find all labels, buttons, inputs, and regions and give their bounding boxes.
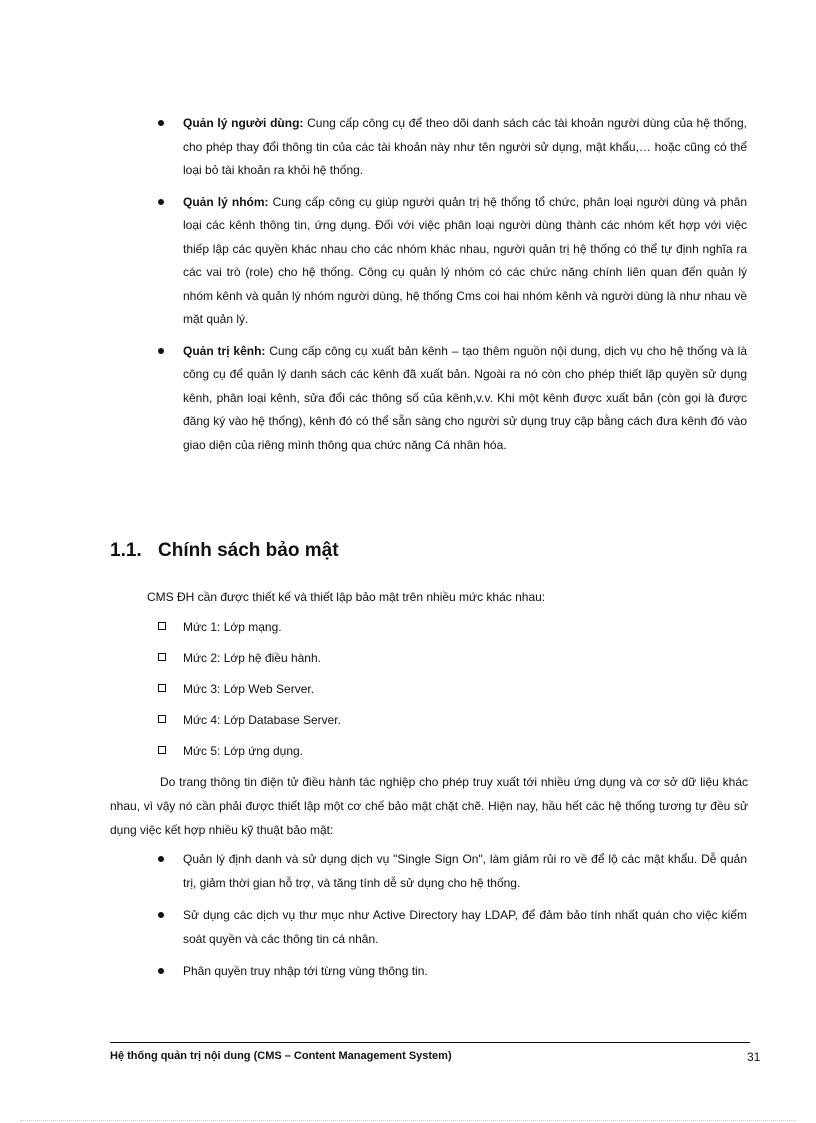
bullet-icon: [158, 968, 164, 974]
list-item: [158, 710, 341, 741]
list-item: [155, 340, 747, 458]
list-item: [158, 741, 341, 772]
bullet-icon: [158, 348, 164, 354]
square-bullet-icon: [158, 746, 166, 754]
bullet-text: Quản lý định danh và sử dụng dịch vụ "Single Sign On", làm giảm rủi ro về để lộ các mật khẩu. Dễ quản trị, giảm thời gian hỗ trợ, và tăng tính dễ sử dụng cho hệ thống.: [183, 852, 747, 890]
square-bullet-icon: [158, 622, 166, 630]
level-text: Mức 1: Lớp mạng.: [183, 620, 282, 634]
security-intro: CMS ĐH cần được thiết kế và thiết lập bảo mật trên nhiều mức khác nhau:: [147, 590, 546, 604]
section-number: 1.1.: [110, 540, 142, 561]
bullet-icon: [158, 912, 164, 918]
list-item: [155, 904, 747, 951]
bullet-heading: Quản lý người dùng:: [183, 116, 304, 130]
square-bullet-icon: [158, 715, 166, 723]
management-bullet-list: [155, 112, 747, 457]
bullet-heading: Quản lý nhóm:: [183, 194, 269, 209]
list-item: [155, 848, 747, 895]
bullet-icon: [158, 199, 164, 205]
list-item: [158, 617, 341, 648]
bullet-heading: Quản trị kênh:: [183, 343, 266, 358]
list-item: [155, 960, 747, 984]
list-item: [155, 112, 747, 183]
bullet-icon: [158, 856, 164, 862]
level-text: Mức 5: Lớp ứng dụng.: [183, 744, 303, 758]
bullet-text: Sử dụng các dịch vụ thư mục như Active Directory hay LDAP, để đảm bảo tính nhất quán cho việc kiểm soát quyền và các thông tin cá nhân.: [183, 908, 747, 946]
square-bullet-icon: [158, 684, 166, 692]
bullet-text: Cung cấp công cụ xuất bản kênh – tạo thêm nguồn nội dung, dịch vụ cho hệ thống và là công cụ để quản lý danh sách các kênh đã xuất bản. Ngoài ra nó còn cho phép thiết lập quyền sử dụng kênh, phân loại kênh, sửa đổi các thông số của kênh,v.v. Khi một kênh được xuất bản (còn gọi là được đăng ký vào hệ thống), kênh đó có thể sẵn sàng cho người sử dụng truy cập bằng cách đưa kênh đó vào giao diện của riêng mình thông qua chức năng Cá nhân hóa.: [183, 343, 747, 452]
level-text: Mức 2: Lớp hệ điều hành.: [183, 651, 321, 665]
list-item: [158, 648, 341, 679]
page-edge-divider: [20, 1120, 796, 1121]
bullet-icon: [158, 120, 164, 126]
section-heading: [110, 540, 339, 562]
security-paragraph: Do trang thông tin điện tử điều hành tác nghiệp cho phép truy xuất tới nhiều ứng dụng và cơ sở dữ liệu khác nhau, vì vậy nó cần phải được thiết lập một cơ chế bảo mật chặt chẽ. Hiện nay, hầu hết các hệ thống tương tự đều sử dụng việc kết hợp nhiều kỹ thuật bảo mật:: [110, 775, 748, 837]
security-techniques-list: [155, 848, 747, 984]
list-item: [155, 191, 747, 332]
square-bullet-icon: [158, 653, 166, 661]
bullet-text: Cung cấp công cụ giúp người quản trị hệ thống tổ chức, phân loại người dùng và phân loại các kênh thông tin, ứng dụng. Đối với việc phân loại người dùng thành các nhóm kết hợp với việc thiếp lập các quyền khác nhau cho các nhóm khác nhau, người quản trị hệ thống có thể tự định nghĩa ra các vai trò (role) cho hệ thống. Công cụ quản lý nhóm có các chức năng chính liên quan đến quản lý nhóm kênh và quản lý nhóm người dùng, hệ thống Cms coi hai nhóm kênh và người dùng là như nhau về mặt quản lý.: [183, 194, 748, 326]
level-text: Mức 4: Lớp Database Server.: [183, 713, 341, 727]
security-levels-list: [158, 617, 341, 772]
bullet-text: Cung cấp công cụ để theo dõi danh sách các tài khoản người dùng của hệ thống, cho phép thay đổi thông tin của các tài khoản này như tên người sử dụng, mật khẩu,… hoặc cũng có thể loại bỏ tài khoản ra khỏi hệ thống.: [183, 116, 747, 177]
bullet-text: Phân quyền truy nhập tới từng vùng thông tin.: [183, 964, 428, 978]
footer-divider: [110, 1042, 750, 1043]
level-text: Mức 3: Lớp Web Server.: [183, 682, 315, 696]
footer-title: Hệ thống quản trị nội dung (CMS – Content Management System): [110, 1050, 452, 1062]
page-number: 31: [747, 1050, 761, 1064]
section-title: Chính sách bảo mật: [158, 540, 339, 561]
list-item: [158, 679, 341, 710]
